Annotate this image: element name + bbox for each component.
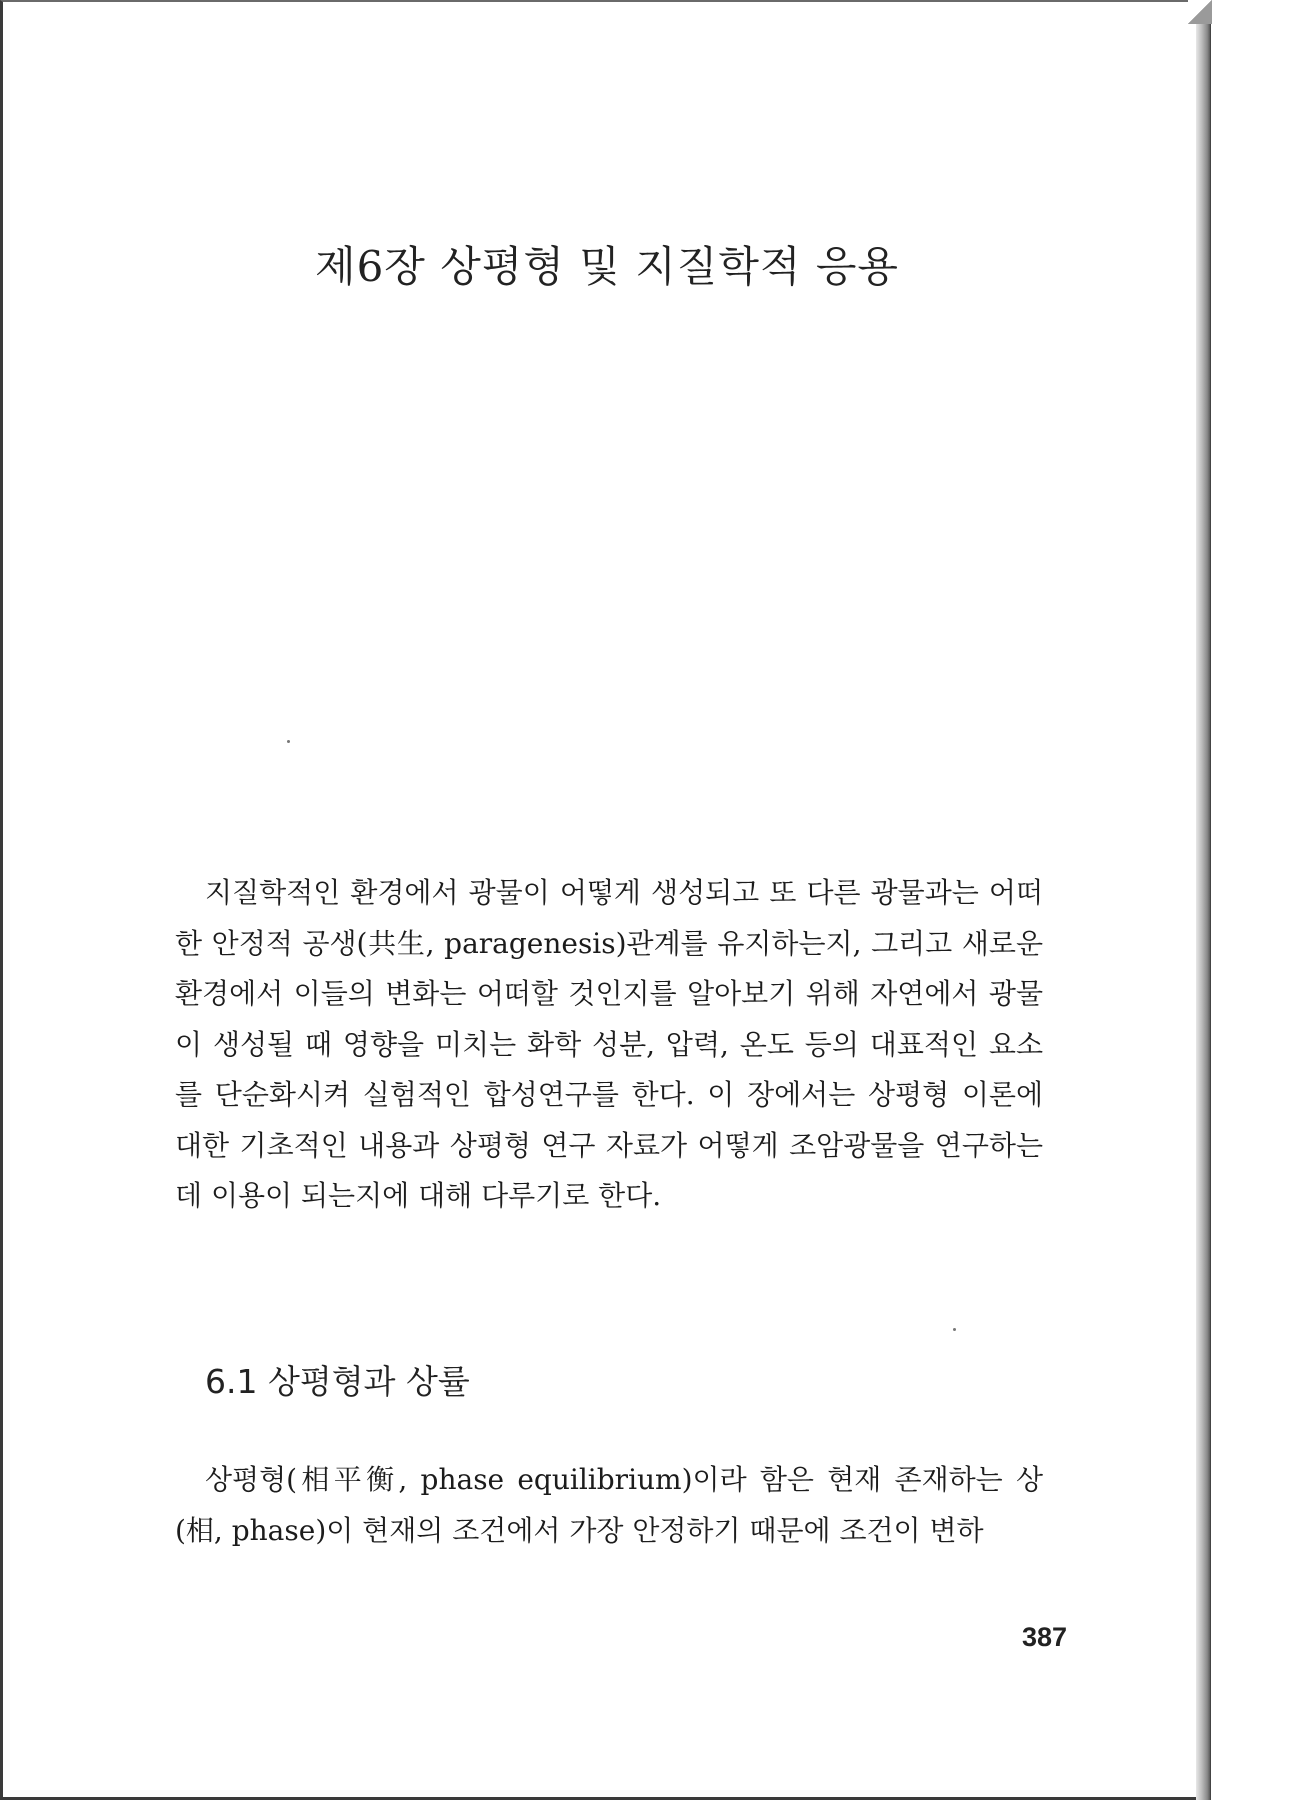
print-speck xyxy=(953,1328,956,1331)
section-heading: 6.1 상평형과 상률 xyxy=(205,1362,470,1401)
page-stack-edge xyxy=(1196,4,1211,1800)
section-paragraph: 상평형(相平衡, phase equilibrium)이라 함은 현재 존재하는 상(相, phase)이 현재의 조건에서 가장 안정하기 때문에 조건이 변하 xyxy=(175,1463,1043,1547)
page-number: 387 xyxy=(1021,1622,1067,1652)
intro-paragraph: 지질학적인 환경에서 광물이 어떻게 생성되고 또 다른 광물과는 어떠한 안정적 공생(共生, paragenesis)관계를 유지하는지, 그리고 새로운 환경에서 이들의 변화는 어떠할 것인지를 알아보기 위해 자연에서 광물이 생성될 때 영향을 미치는 화학 성분, 압력, 온도 등의 대표적인 요소를 단순화시켜 실험적인 합성연구를 한다. 이 장에서는 상평형 이론에 대한 기초적인 내용과 상평형 연구 자료가 어떻게 조암광물을 연구하는 데 이용이 되는지에 대해 다루기로 한다. xyxy=(175,876,1043,1212)
chapter-title: 제6장 상평형 및 지질학적 응용 xyxy=(315,242,899,291)
page-curl-corner xyxy=(1188,0,1212,24)
print-speck xyxy=(287,740,290,743)
